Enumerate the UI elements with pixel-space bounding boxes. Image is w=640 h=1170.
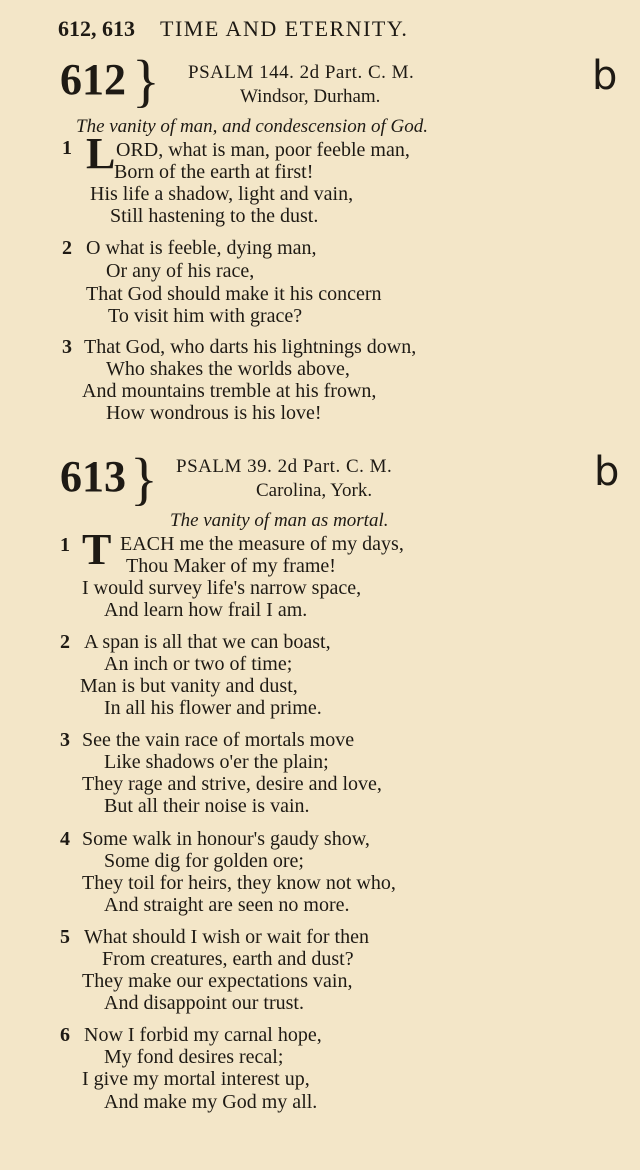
- verse-line: Still hastening to the dust.: [110, 205, 319, 227]
- stanza-number: 5: [60, 926, 70, 948]
- stanza-number: 3: [60, 729, 70, 751]
- hymn-number: 613: [60, 452, 126, 501]
- verse-line: See the vain race of mortals move: [82, 729, 355, 751]
- verse-line: They toil for heirs, they know not who,: [82, 872, 396, 894]
- verse-line: I give my mortal interest up,: [82, 1068, 310, 1090]
- running-head: [58, 16, 618, 44]
- verse-line: But all their noise is vain.: [104, 795, 310, 817]
- hymn-number: 612: [60, 55, 126, 104]
- verse-line: Who shakes the worlds above,: [106, 358, 350, 380]
- verse-line: Born of the earth at first!: [114, 161, 314, 183]
- verse-line: And make my God my all.: [104, 1091, 318, 1113]
- verse-line: That God should make it his concern: [86, 283, 382, 305]
- verse-line: I would survey life's narrow space,: [82, 577, 362, 599]
- stanza-number: 3: [62, 336, 72, 358]
- psalm-reference: PSALM 39. 2d Part. C. M.: [176, 456, 393, 477]
- verse-line: In all his flower and prime.: [104, 697, 322, 719]
- tune-names: Carolina, York.: [256, 480, 373, 501]
- verse-line: To visit him with grace?: [108, 305, 303, 327]
- stanza-number: 1: [60, 534, 70, 556]
- brace: }: [132, 48, 160, 113]
- verse-line: That God, who darts his lightnings down,: [84, 336, 417, 358]
- stanza-number: 6: [60, 1024, 70, 1046]
- page-title: TIME AND ETERNITY.: [160, 16, 409, 41]
- psalm-reference: PSALM 144. 2d Part. C. M.: [188, 62, 415, 83]
- verse-line: Some dig for golden ore;: [104, 850, 304, 872]
- verse-line: And disappoint our trust.: [104, 992, 304, 1014]
- verse-line: And learn how frail I am.: [104, 599, 308, 621]
- verse-line: EACH me the measure of my days,: [120, 533, 404, 555]
- verse-line: A span is all that we can boast,: [84, 631, 331, 653]
- brace: }: [130, 446, 158, 511]
- verse-line: His life a shadow, light and vain,: [90, 183, 354, 205]
- verse-line: Man is but vanity and dust,: [80, 675, 298, 697]
- verse-line: Thou Maker of my frame!: [126, 555, 336, 577]
- verse-line: My fond desires recal;: [104, 1046, 284, 1068]
- verse-line: What should I wish or wait for then: [84, 926, 369, 948]
- verse-line: An inch or two of time;: [104, 653, 293, 675]
- key-mark: b: [594, 449, 620, 495]
- hymn-subtitle: The vanity of man, and condescension of God.: [76, 116, 428, 137]
- page-numbers: 612, 613: [58, 16, 135, 41]
- stanza-number: 2: [62, 237, 72, 259]
- key-mark: b: [592, 53, 618, 99]
- drop-cap: T: [82, 525, 112, 574]
- verse-line: From creatures, earth and dust?: [102, 948, 354, 970]
- verse-line: And straight are seen no more.: [104, 894, 350, 916]
- verse-line: Now I forbid my carnal hope,: [84, 1024, 322, 1046]
- verse-line: Or any of his race,: [106, 260, 255, 282]
- verse-line: Like shadows o'er the plain;: [104, 751, 329, 773]
- drop-cap: L: [86, 129, 116, 178]
- verse-line: Some walk in honour's gaudy show,: [82, 828, 370, 850]
- stanza-number: 1: [62, 137, 72, 159]
- hymn-subtitle: The vanity of man as mortal.: [170, 510, 389, 531]
- stanza-number: 4: [60, 828, 70, 850]
- verse-line: They rage and strive, desire and love,: [82, 773, 382, 795]
- tune-names: Windsor, Durham.: [240, 86, 381, 107]
- verse-line: O what is feeble, dying man,: [86, 237, 317, 259]
- verse-line: And mountains tremble at his frown,: [82, 380, 377, 402]
- verse-line: ORD, what is man, poor feeble man,: [116, 139, 410, 161]
- stanza-number: 2: [60, 631, 70, 653]
- verse-line: How wondrous is his love!: [106, 402, 322, 424]
- verse-line: They make our expectations vain,: [82, 970, 353, 992]
